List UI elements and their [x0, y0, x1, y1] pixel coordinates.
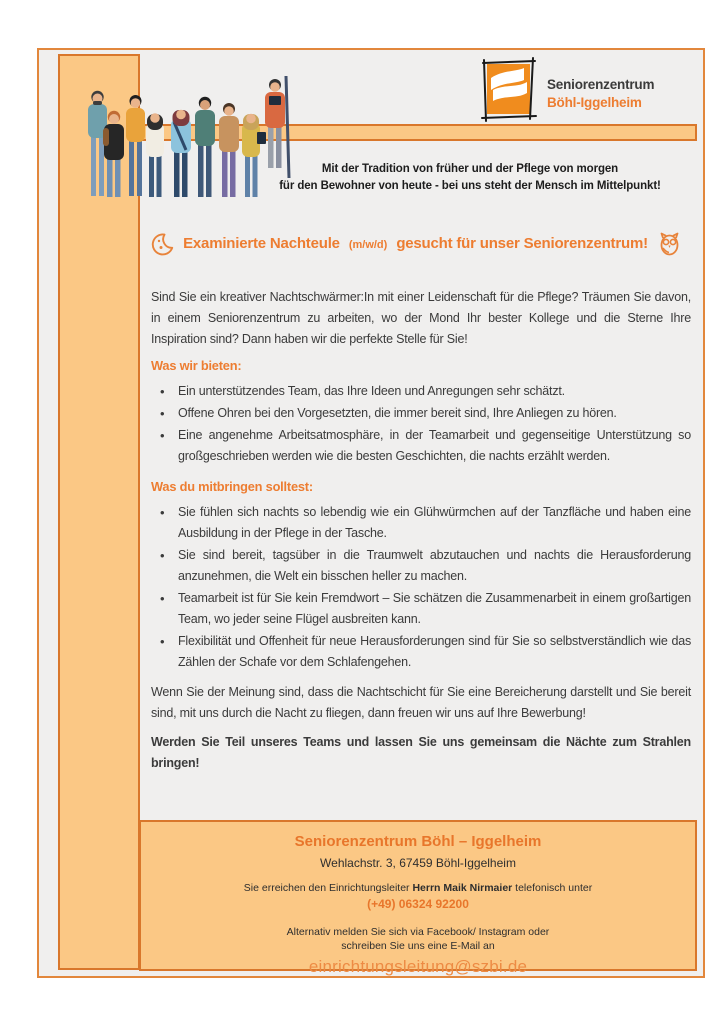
job-headline: [109, 231, 723, 256]
requirement-item: • Sie fühlen sich nachts so lebendig wie ein Glühwürmchen auf der Tanzfläche und haben eine Ausbildung in der Pflege in der Tasche.: [151, 502, 691, 544]
headline-title: Examinierte Nachteule: [183, 235, 340, 252]
requirements-list: [151, 502, 691, 673]
requirement-item: • Teamarbeit ist für Sie kein Fremdwort – Sie schätzen die Zusammenarbeit in einem großartigen Team, wo jeder seine Flügel ausbreiten kann.: [151, 588, 691, 630]
contact-company-title: Seniorenzentrum Böhl – Iggelheim: [294, 833, 542, 850]
offer-item: • Ein unterstützendes Team, das Ihre Ideen und Anregungen sehr schätzt.: [151, 381, 691, 402]
tagline-line2: für den Bewohner von heute - bei uns steht der Mensch im Mittelpunkt!: [279, 180, 661, 192]
intro-paragraph: Sind Sie ein kreativer Nachtschwärmer:In mit einer Leidenschaft für die Pflege? Träumen Sie davon, in einem Seniorenzentrum zu arbeiten, wo der Mond Ihr bester Kollege und die Sterne Ihre Inspiration sind? Dann haben wir die perfekte Stelle für Sie!: [151, 290, 691, 346]
contact-line-prefix: Sie erreichen den Einrichtungsleiter: [243, 882, 410, 894]
offer-list: [151, 381, 691, 467]
alt-contact-line1: Alternativ melden Sie sich via Facebook/ Instagram oder: [286, 926, 550, 938]
logo-company-name: Seniorenzentrum: [547, 77, 655, 92]
contact-phone: (+49) 06324 92200: [367, 897, 469, 911]
tagline-line1: Mit der Tradition von früher und der Pflege von morgen: [321, 163, 619, 175]
offer-item: • Offene Ohren bei den Vorgesetzten, die immer bereit sind, Ihre Anliegen zu hören.: [151, 403, 691, 424]
logo-company-location: Böhl-Iggelheim: [547, 95, 642, 110]
page-border-frame: [37, 48, 705, 978]
contact-person-name: Herrn Maik Nirmaier: [412, 882, 513, 894]
contact-email: einrichtungsleitung@szbi.de: [308, 957, 528, 976]
person-illustration: [126, 95, 145, 196]
person-illustration: [195, 97, 215, 197]
person-illustration: [146, 113, 164, 197]
contact-line-suffix: telefonisch unter: [515, 882, 593, 894]
contact-address: Wehlachstr. 3, 67459 Böhl-Iggelheim: [320, 856, 516, 870]
alt-contact-line2: schreiben Sie uns eine E-Mail an: [341, 940, 495, 952]
tagline: [219, 161, 721, 195]
contact-box: [139, 820, 697, 976]
requirements-section-heading: Was du mitbringen solltest:: [151, 479, 313, 494]
closing-call-to-action: Werden Sie Teil unseres Teams und lassen Sie uns gemeinsam die Nächte zum Strahlen bringen!: [151, 735, 691, 770]
offer-section-heading: Was wir bieten:: [151, 358, 242, 373]
requirement-item: • Flexibilität und Offenheit für neue Herausforderungen sind für Sie so selbstverständlich wie das Zählen der Schafe vor dem Schlafengehen.: [151, 631, 691, 673]
person-illustration: [171, 110, 191, 197]
company-logo: [477, 56, 703, 126]
owl-icon: [657, 231, 682, 256]
contact-line: [141, 882, 695, 894]
crescent-moon-icon: [150, 232, 174, 256]
logo-s-mark-icon: [477, 56, 541, 126]
headline-title-end: gesucht für unser Seniorenzentrum!: [396, 235, 648, 252]
offer-item: • Eine angenehme Arbeitsatmosphäre, in der Teamarbeit und gegenseitige Unterstützung so großgeschrieben werden wie die besten Geschichten, die nachts erzählt werden.: [151, 425, 691, 467]
job-description: [151, 287, 691, 774]
closing-paragraph: Wenn Sie der Meinung sind, dass die Nachtschicht für Sie eine Bereicherung darstellt und Sie bereit sind, mit uns durch die Nacht zu fliegen, dann freuen wir uns auf Ihre Bewerbung!: [151, 685, 691, 720]
requirement-item: • Sie sind bereit, tagsüber in die Traumwelt abzutauchen und nachts die Herausforderung anzunehmen, die Welt ein bisschen heller zu machen.: [151, 545, 691, 587]
headline-gender-note: (m/w/d): [348, 238, 388, 251]
